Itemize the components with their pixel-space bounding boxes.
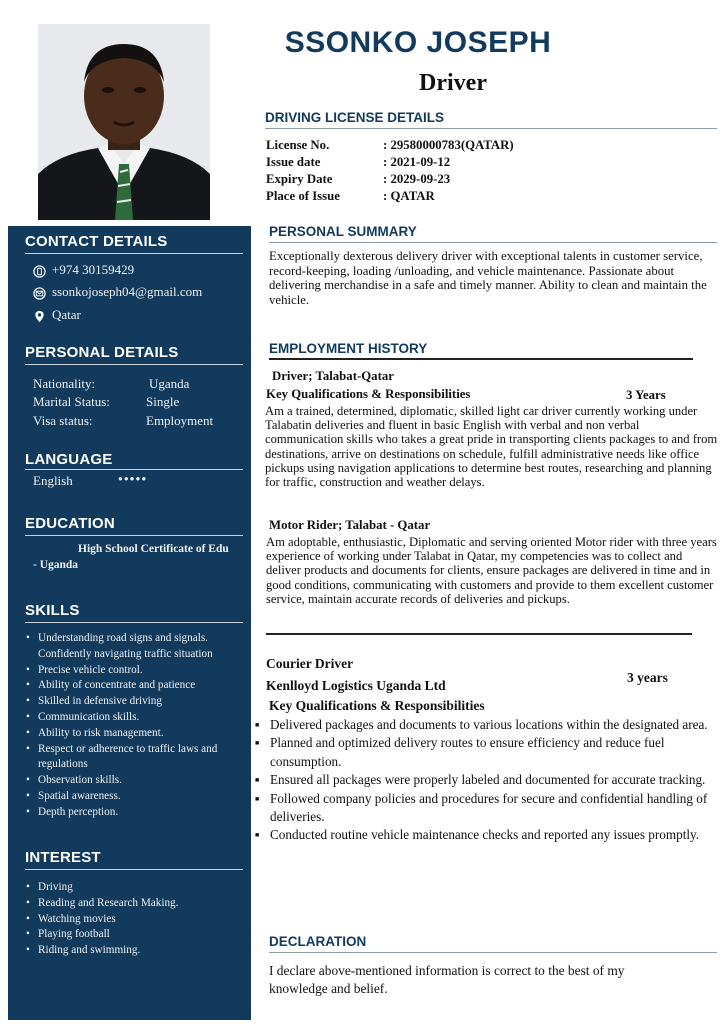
divider: [25, 253, 243, 254]
skill-item: • Ability of concentrate and patience: [24, 678, 246, 694]
language-name: English: [33, 473, 73, 488]
license-label: License No.: [266, 138, 330, 152]
contact-location: Qatar: [52, 307, 81, 322]
skill-item: • Respect or adherence to traffic laws and regulations: [24, 742, 246, 774]
declaration-heading: DECLARATION: [269, 934, 367, 949]
job1-description: Am a trained, determined, diplomatic, skilled light car driver currently working under Talabatin deliveries and fluent in basic English with verbal and non verbal communication skills who takes a great pride in transporting clients packages to and from destinations, arrive on destinations on schedule, fulfill administrative needs like office pickups using navigation applications to determine best routes, researching and planning for traffic, construction and weather delays.: [265, 404, 718, 490]
interest-heading: INTEREST: [25, 849, 101, 866]
contact-email-row: [33, 284, 202, 300]
duty-item: ■ Planned and optimized delivery routes to ensure efficiency and reduce fuel consumption.: [255, 734, 717, 771]
personal-details-heading: PERSONAL DETAILS: [25, 344, 179, 361]
license-value: : 29580000783(QATAR): [383, 138, 514, 152]
divider: [266, 633, 692, 635]
email-icon: [33, 287, 46, 300]
employment-heading: EMPLOYMENT HISTORY: [269, 341, 428, 356]
skills-heading: SKILLS: [25, 602, 80, 619]
skill-item: • Skilled in defensive driving: [24, 694, 246, 710]
skill-item: • Observation skills.: [24, 773, 246, 789]
contact-email: ssonkojoseph04@gmail.com: [52, 284, 203, 299]
duty-item: ■ Conducted routine vehicle maintenance checks and reported any issues promptly.: [255, 826, 717, 844]
duty-item: ■ Ensured all packages were properly labeled and documented for accurate tracking.: [255, 771, 717, 789]
skill-item: • Precise vehicle control.: [24, 663, 246, 679]
personal-label: Nationality:: [33, 376, 96, 391]
divider: [25, 364, 243, 365]
skill-item: • Ability to risk management.: [24, 726, 246, 742]
duty-item: ■ Delivered packages and documents to various locations within the designated area.: [255, 716, 717, 734]
license-label: Issue date: [266, 155, 321, 169]
contact-location-row: [33, 307, 81, 323]
skill-item: • Depth perception.: [24, 805, 246, 821]
phone-icon: [33, 265, 46, 278]
contact-heading: CONTACT DETAILS: [25, 233, 168, 250]
license-label: Expiry Date: [266, 172, 333, 186]
contact-phone: +974 30159429: [52, 262, 135, 277]
language-heading: LANGUAGE: [25, 451, 113, 468]
divider: [25, 869, 243, 870]
license-value: : 2029-09-23: [383, 172, 451, 186]
interest-item: • Watching movies: [24, 912, 246, 928]
job2-description: Am adoptable, enthusiastic, Diplomatic and serving oriented Motor rider with three years experience of working under Talabat in Qatar, my competencies was to collect and deliver products and documents for clients, ensure packages are delivered in time and in good conditions, communicating with customers and provide to them excellent customer service, maintain accurate records of deliveries and pickups.: [266, 535, 717, 606]
location-pin-icon: [33, 310, 46, 323]
divider: [25, 622, 243, 623]
declaration-text: I declare above-mentioned information is correct to the best of my knowledge and belief.: [269, 963, 625, 996]
job1-qualifications-label: Key Qualifications & Responsibilities: [266, 387, 471, 401]
education-location: - Uganda: [33, 559, 79, 571]
education-heading: EDUCATION: [25, 515, 115, 532]
personal-value: Single: [146, 394, 180, 409]
personal-label: Visa status:: [33, 413, 93, 428]
divider: [269, 952, 717, 953]
job3-company: Kenlloyd Logistics Uganda Ltd: [266, 678, 446, 693]
job3-qualifications-label: Key Qualifications & Responsibilities: [269, 698, 485, 713]
interest-item: • Playing football: [24, 927, 246, 943]
license-label: Place of Issue: [266, 189, 340, 203]
profile-photo: [38, 24, 210, 220]
license-heading: DRIVING LICENSE DETAILS: [265, 110, 445, 125]
divider: [25, 535, 243, 536]
interest-item: • Reading and Research Making.: [24, 896, 246, 912]
education-qualification: High School Certificate of Edu: [78, 543, 229, 555]
divider: [269, 358, 693, 360]
divider: [269, 242, 717, 243]
skill-item: • Spatial awareness.: [24, 789, 246, 805]
personal-value: Employment: [146, 413, 214, 428]
job1-title: Driver; Talabat-Qatar: [272, 369, 394, 383]
portrait-image: [38, 24, 210, 220]
divider: [265, 128, 717, 129]
job1-years: 3 Years: [626, 388, 666, 402]
job3-years: 3 years: [627, 670, 668, 685]
job3-title: Courier Driver: [266, 656, 354, 671]
personal-value: Uganda: [149, 376, 190, 391]
skills-list: [24, 631, 246, 821]
job2-title: Motor Rider; Talabat - Qatar: [269, 518, 431, 532]
interest-item: • Riding and swimming.: [24, 943, 246, 959]
language-level-dots: ●●●●●: [118, 474, 148, 483]
skill-item: • Understanding road signs and signals. Confidently navigating traffic situation: [24, 631, 246, 663]
summary-heading: PERSONAL SUMMARY: [269, 224, 417, 239]
job3-duties-list: [255, 716, 717, 845]
duty-item: ■ Followed company policies and procedures for secure and confidential handling of deliveries.: [255, 790, 717, 827]
skill-item: • Communication skills.: [24, 710, 246, 726]
summary-text: Exceptionally dexterous delivery driver with exceptional talents in customer service, record-keeping, loading /unloading, and vehicle maintenance. Passionate about delivering merchandise in a safe and timely manner. Ability to clean and maintain the vehicle.: [269, 249, 707, 307]
personal-label: Marital Status:: [33, 394, 110, 409]
candidate-name: SSONKO JOSEPH: [284, 26, 552, 59]
interest-list: [24, 880, 246, 959]
license-value: : QATAR: [383, 189, 435, 203]
candidate-role: Driver: [419, 70, 487, 96]
license-value: : 2021-09-12: [383, 155, 451, 169]
interest-item: • Driving: [24, 880, 246, 896]
divider: [25, 469, 243, 470]
contact-phone-row: [33, 262, 134, 278]
